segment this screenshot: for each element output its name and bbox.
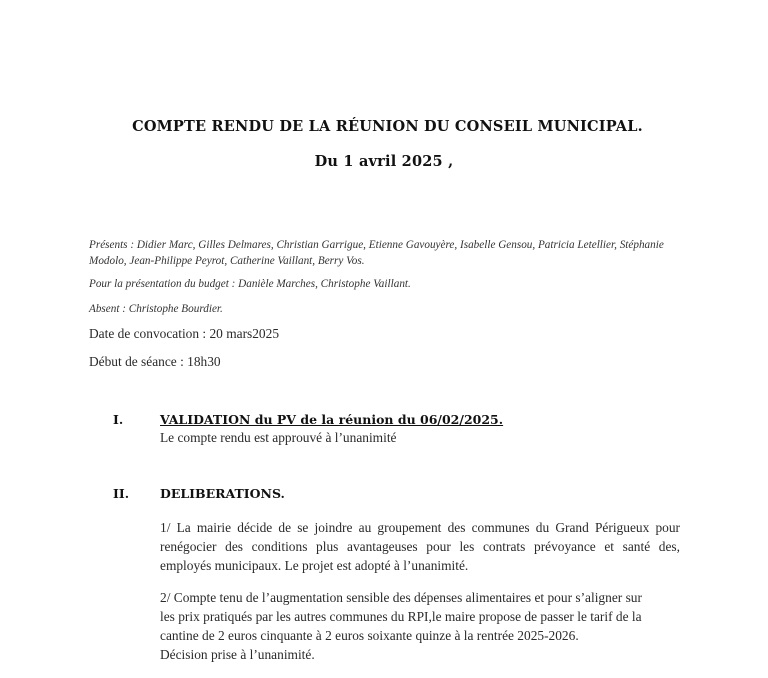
meeting-date: Du 1 avril 2025 , (314, 153, 454, 170)
paragraph-line: Décision prise à l’unanimité. (160, 647, 315, 662)
section-2-number: II. (113, 486, 130, 501)
paragraph-line: 1/ La mairie décide de se joindre au groupement des communes du Grand Périgueux pour (160, 520, 680, 535)
paragraph-line: les prix pratiqués par les autres communes du RPI,le maire propose de passer le tarif de la (160, 609, 642, 624)
section-2-title: DELIBERATIONS. (160, 486, 285, 501)
session-start: Début de séance : 18h30 (89, 354, 221, 369)
section-1-title: VALIDATION du PV de la réunion du 06/02/2025. (160, 412, 504, 427)
convocation-date: Date de convocation : 20 mars2025 (89, 326, 280, 341)
paragraph-line: renégocier des conditions plus avantageuses pour les contrats prévoyance et santé des, (160, 539, 680, 554)
budget-presenters: Pour la présentation du budget : Danièle Marches, Christophe Vaillant. (89, 278, 411, 290)
paragraph-line: cantine de 2 euros cinquante à 2 euros soixante quinze à la rentrée 2025-2026. (160, 628, 579, 643)
section-1-text: Le compte rendu est approuvé à l’unanimité (160, 430, 397, 445)
document-title: COMPTE RENDU DE LA RÉUNION DU CONSEIL MUNICIPAL. (132, 118, 643, 135)
paragraph-line: 2/ Compte tenu de l’augmentation sensible des dépenses alimentaires et pour s’aligner sur (160, 590, 642, 605)
deliberation-paragraph-2 (160, 588, 680, 664)
attendees-present: Présents : Didier Marc, Gilles Delmares, Christian Garrigue, Etienne Gavouyère, Isabelle Gensou, Patricia Letellier, Stéphanie Modolo, Jean-Philippe Peyrot, Catherine Vaillant, Berry Vos. (89, 239, 664, 267)
paragraph-line: employés municipaux. Le projet est adopté à l’unanimité. (160, 558, 469, 573)
deliberation-paragraph-1 (160, 518, 680, 575)
section-1-number: I. (113, 412, 124, 427)
attendees-absent: Absent : Christophe Bourdier. (89, 303, 223, 315)
